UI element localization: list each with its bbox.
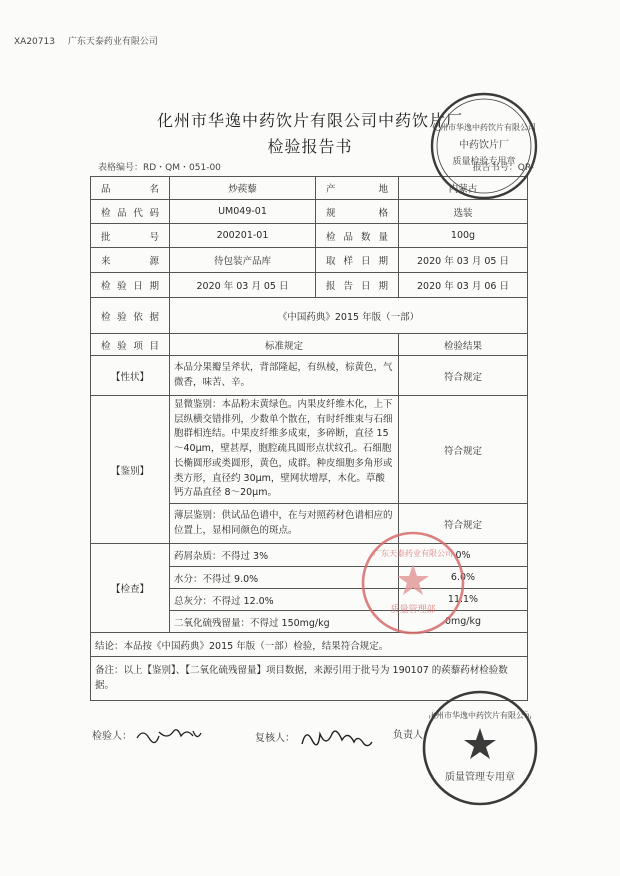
info-label: 报告日期 (316, 273, 399, 298)
info-value: 选装 (399, 200, 528, 224)
info-label: 检验日期 (91, 273, 170, 298)
report-subtitle: 检验报告书 (267, 137, 353, 156)
inspector-signature-image (135, 726, 205, 746)
svg-text:广东天泰药业有限公司: 广东天泰药业有限公司 (373, 549, 453, 558)
jiancha-result: 11.1% (399, 589, 528, 611)
svg-text:中药饮片厂: 中药饮片厂 (459, 140, 509, 151)
info-label: 取样日期 (316, 248, 399, 273)
info-row (91, 273, 528, 298)
reviewer-label: 复核人： (255, 733, 295, 744)
info-value: 内蒙古 (399, 177, 528, 200)
info-label: 品 名 (91, 177, 170, 200)
info-value: 100g (399, 224, 528, 248)
info-row (91, 224, 528, 248)
jiancha-item: 总灰分：不得过 12.0% (170, 589, 399, 611)
info-value: 2020 年 03 月 05 日 (170, 273, 316, 298)
conclusion-text: 结论：本品按《中国药典》2015 年版（一部）检验，结果符合规定。 (91, 633, 528, 657)
info-row (91, 200, 528, 224)
red-stamp (360, 530, 466, 636)
header-code: XA20713 (14, 37, 55, 47)
responsible-label: 负责人： (393, 730, 433, 741)
info-value: 待包装产品库 (170, 248, 316, 273)
standard-header: 标准规定 (170, 334, 399, 356)
info-value: 2020 年 03 月 05 日 (399, 248, 528, 273)
xingzhuang-row (91, 356, 528, 396)
header-company: 广东天泰药业有限公司 (67, 37, 158, 47)
info-label: 批 号 (91, 224, 170, 248)
info-row (91, 248, 528, 273)
svg-text:化州市华逸中药饮片有限公司: 化州市华逸中药饮片有限公司 (428, 711, 532, 720)
items-header: 检验项目 (91, 334, 170, 356)
info-label: 规 格 (316, 200, 399, 224)
tlc-text: 薄层鉴别：供试品色谱中，在与对照药材色谱相应的位置上，显相同颜色的斑点。 (170, 504, 399, 544)
micro-text: 显微鉴别：本品粉末黄绿色。内果皮纤维木化，上下层纵横交错排列，少数单个散在，有时纤维束与石细胞群相连结。中果皮纤维多成束，多碎断，直径 15～40μm，壁甚厚，胞腔疏具圆形点状纹孔。石细胞长椭圆形或类圆形，黄色，成群。种皮细胞多角形或类方形，直径约 30μm，壁网状增厚，木化。草酸钙方晶直径 8～20μm。 (170, 396, 399, 504)
report-number: 报告书号：QR- (472, 163, 534, 173)
basis-label: 检验依据 (91, 298, 170, 334)
info-label: 来 源 (91, 248, 170, 273)
bottom-right-stamp (420, 688, 540, 808)
jiancha-result: 0% (399, 544, 528, 567)
reviewer-signature (255, 726, 376, 750)
info-label: 产 地 (316, 177, 399, 200)
xingzhuang-text: 本品分果瓣呈斧状，背部隆起，有纵棱，棕黄色，气微香，味苦、辛。 (170, 356, 399, 396)
svg-text:质量检验专用章: 质量检验专用章 (452, 157, 516, 167)
report-title: 化州市华逸中药饮片有限公司中药饮片厂 (156, 111, 463, 130)
svg-text:化州市华逸中药饮片有限公司: 化州市华逸中药饮片有限公司 (432, 123, 536, 132)
jianbie-micro-row (91, 396, 528, 504)
red-seal-icon (360, 530, 466, 636)
jianbie-label: 【鉴别】 (91, 396, 170, 544)
tlc-result: 符合规定 (399, 504, 528, 544)
report-table (90, 176, 528, 701)
info-label: 检品数量 (316, 224, 399, 248)
svg-text:质量管理部: 质量管理部 (390, 605, 436, 615)
jiancha-item: 二氧化硫残留量：不得过 150mg/kg (170, 611, 399, 633)
info-value: 炒蒺藜 (170, 177, 316, 200)
basis-row (91, 298, 528, 334)
inspection-seal-icon (428, 90, 540, 202)
quality-seal-icon (420, 688, 540, 808)
xingzhuang-result: 符合规定 (399, 356, 528, 396)
items-header-row (91, 334, 528, 356)
xingzhuang-label: 【性状】 (91, 356, 170, 396)
basis-value: 《中国药典》2015 年版（一部） (170, 298, 528, 334)
svg-text:质量管理专用章: 质量管理专用章 (445, 772, 515, 783)
jiancha-result: 0mg/kg (399, 611, 528, 633)
result-header: 检验结果 (399, 334, 528, 356)
info-value: 2020 年 03 月 06 日 (399, 273, 528, 298)
info-value: 200201-01 (170, 224, 316, 248)
jiancha-item: 水分：不得过 9.0% (170, 567, 399, 589)
jiancha-result: 6.0% (399, 567, 528, 589)
document-header (14, 34, 168, 47)
info-value: UM049-01 (170, 200, 316, 224)
remark-text: 备注：以上【鉴别】、【二氧化硫残留量】项目数据，来源引用于批号为 190107 的蒺藜药材检验数据。 (91, 657, 528, 701)
micro-result: 符合规定 (399, 396, 528, 504)
form-number: 表格编号：RD・QM・051-00 (98, 163, 221, 173)
inspector-label: 检验人： (92, 731, 132, 742)
reviewer-signature-image (298, 726, 376, 750)
inspector-signature (92, 726, 205, 746)
top-right-stamp (428, 90, 540, 202)
conclusion-row (91, 633, 528, 657)
jiancha-item: 药屑杂质：不得过 3% (170, 544, 399, 567)
jiancha-label: 【检查】 (91, 544, 170, 633)
info-label: 检品代码 (91, 200, 170, 224)
